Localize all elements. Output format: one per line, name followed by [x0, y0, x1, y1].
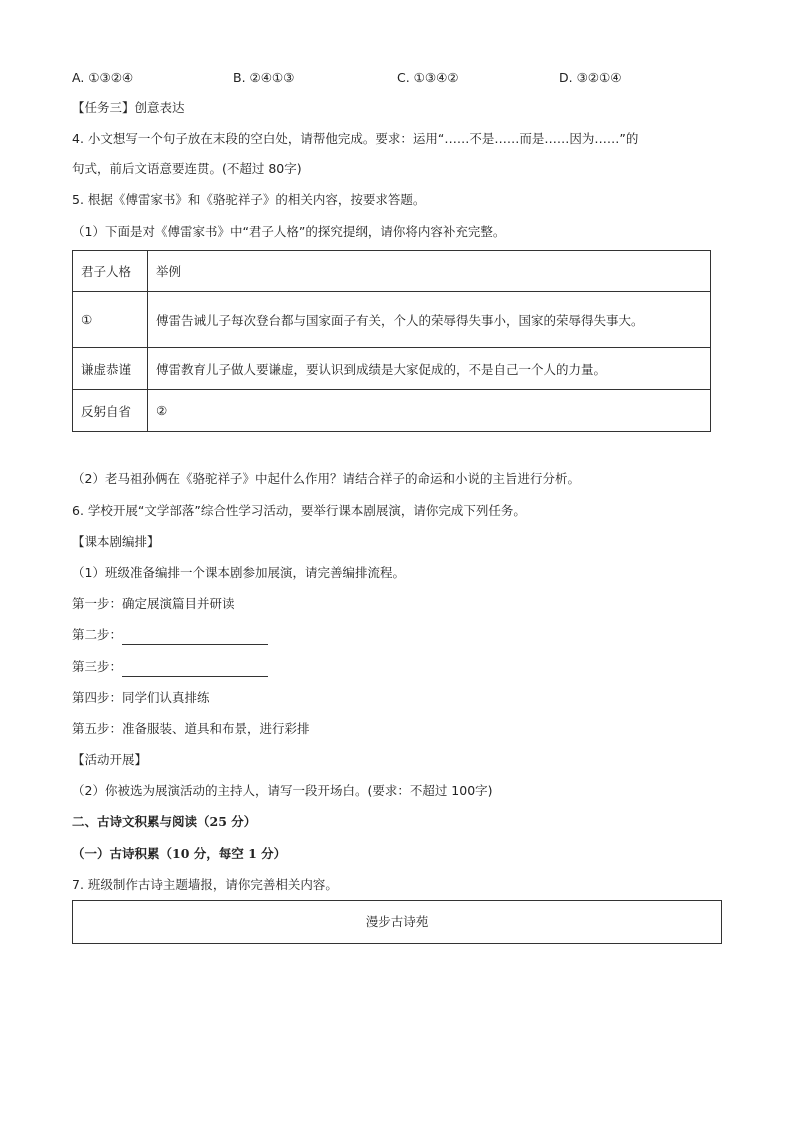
table-cell: 傅雷告诫儿子每次登台都与国家面子有关，个人的荣辱得失事小，国家的荣辱得失事大。 — [148, 292, 711, 348]
table-row — [73, 292, 711, 348]
step-5: 第五步：准备服装、道具和布景，进行彩排 — [72, 721, 310, 736]
step-3-label: 第三步： — [72, 659, 123, 674]
option-c: C. ①③④② — [397, 70, 459, 85]
arrange-heading: 【课本剧编排】 — [72, 534, 160, 549]
q7-stem: 7. 班级制作古诗主题墙报，请你完善相关内容。 — [72, 877, 338, 892]
q5-1-stem: （1）下面是对《傅雷家书》中“君子人格”的探究提纲，请你将内容补充完整。 — [72, 224, 506, 239]
wall-board-title: 漫步古诗苑 — [365, 914, 429, 929]
step-2-blank[interactable] — [122, 630, 268, 645]
activity-heading: 【活动开展】 — [72, 752, 148, 767]
answer-options — [72, 68, 722, 88]
table-cell: 傅雷教育儿子做人要谦虚，要认识到成绩是大家促成的，不是自己一个人的力量。 — [148, 348, 711, 390]
table-cell: ② — [148, 390, 711, 432]
task3-heading: 【任务三】创意表达 — [72, 100, 185, 115]
wall-board-title-box — [72, 900, 722, 944]
table-cell: 谦虚恭谨 — [73, 348, 148, 390]
table-header-cell: 君子人格 — [73, 251, 148, 292]
q6-1-stem: （1）班级准备编排一个课本剧参加展演，请完善编排流程。 — [72, 565, 405, 580]
table-row — [73, 348, 711, 390]
step-3-row — [72, 657, 268, 677]
section-2-heading: 二、古诗文积累与阅读（25 分） — [72, 814, 257, 829]
q5-2-stem: （2）老马祖孙俩在《骆驼祥子》中起什么作用？请结合祥子的命运和小说的主旨进行分析。 — [72, 471, 580, 486]
q4-line1: 4. 小文想写一个句子放在末段的空白处，请帮他完成。要求：运用“……不是……而是……因为……”的 — [72, 131, 639, 146]
step-3-blank[interactable] — [122, 662, 268, 677]
q5-stem: 5. 根据《傅雷家书》和《骆驼祥子》的相关内容，按要求答题。 — [72, 192, 426, 207]
option-b: B. ②④①③ — [233, 70, 295, 85]
option-d: D. ③②①④ — [559, 70, 622, 85]
table-row — [73, 390, 711, 432]
outline-table — [72, 250, 711, 432]
option-a: A. ①③②④ — [72, 70, 134, 85]
q4-line2: 句式，前后文语意要连贯。(不超过 80字) — [72, 161, 302, 176]
step-1: 第一步：确定展演篇目并研读 — [72, 596, 235, 611]
step-2-label: 第二步： — [72, 627, 123, 642]
table-cell: 反躬自省 — [73, 390, 148, 432]
q6-stem: 6. 学校开展“文学部落”综合性学习活动，要举行课本剧展演，请你完成下列任务。 — [72, 503, 526, 518]
table-cell: ① — [73, 292, 148, 348]
table-header-cell: 举例 — [148, 251, 711, 292]
q6-2-stem: （2）你被选为展演活动的主持人，请写一段开场白。(要求：不超过 100字) — [72, 783, 493, 798]
table-header-row — [73, 251, 711, 292]
step-4: 第四步：同学们认真排练 — [72, 690, 210, 705]
step-2-row — [72, 625, 268, 645]
subsection-1-heading: （一）古诗积累（10 分，每空 1 分） — [72, 846, 287, 861]
